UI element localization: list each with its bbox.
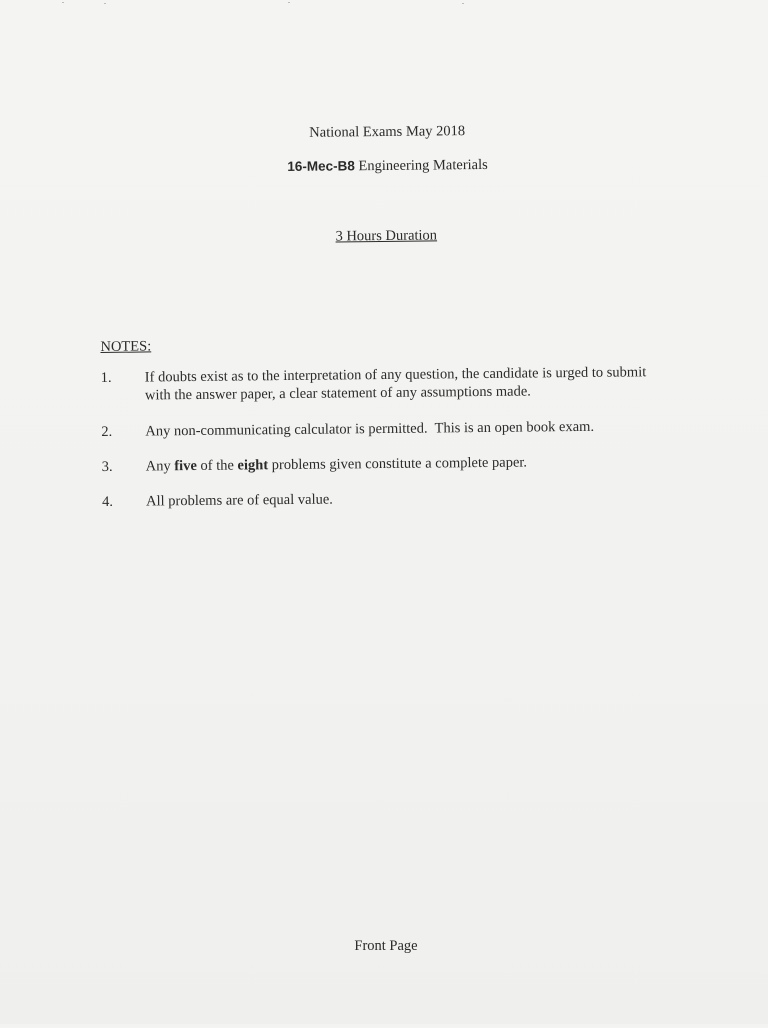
exam-title: National Exams May 2018 — [309, 123, 466, 141]
exam-duration: 3 Hours Duration — [335, 227, 438, 245]
note-number: 1. — [100, 369, 112, 386]
note-emphasis: five — [174, 457, 197, 475]
note-text-segment: problems given constitute a complete paper. — [268, 454, 528, 474]
note-number: 2. — [101, 423, 113, 440]
note-emphasis: eight — [237, 457, 269, 474]
page-footer: Front Page — [354, 938, 418, 954]
course-name: Engineering Materials — [358, 156, 488, 175]
note-text: Any non-communicating calculator is permitted. This is an open book exam. — [145, 418, 595, 440]
note-text-segment: of the — [196, 457, 238, 474]
note-number: 4. — [101, 493, 114, 510]
note-text-line: If doubts exist as to the interpretation of any question, the candidate is urged to submit — [144, 364, 647, 386]
note-item — [100, 363, 681, 404]
note-item — [101, 487, 682, 510]
note-item — [101, 452, 682, 475]
note-text-line: with the answer paper, a clear statement of any assumptions made. — [144, 383, 531, 404]
note-text-segment: Any — [145, 458, 175, 475]
note-text — [146, 452, 676, 476]
course-line — [3, 154, 768, 179]
notes-heading: NOTES: — [100, 338, 152, 355]
course-code: 16-Mec-B8 — [287, 158, 355, 174]
note-item — [101, 417, 681, 440]
note-text — [145, 363, 675, 405]
note-number: 3. — [101, 458, 113, 475]
note-text: All problems are of equal value. — [145, 491, 333, 510]
